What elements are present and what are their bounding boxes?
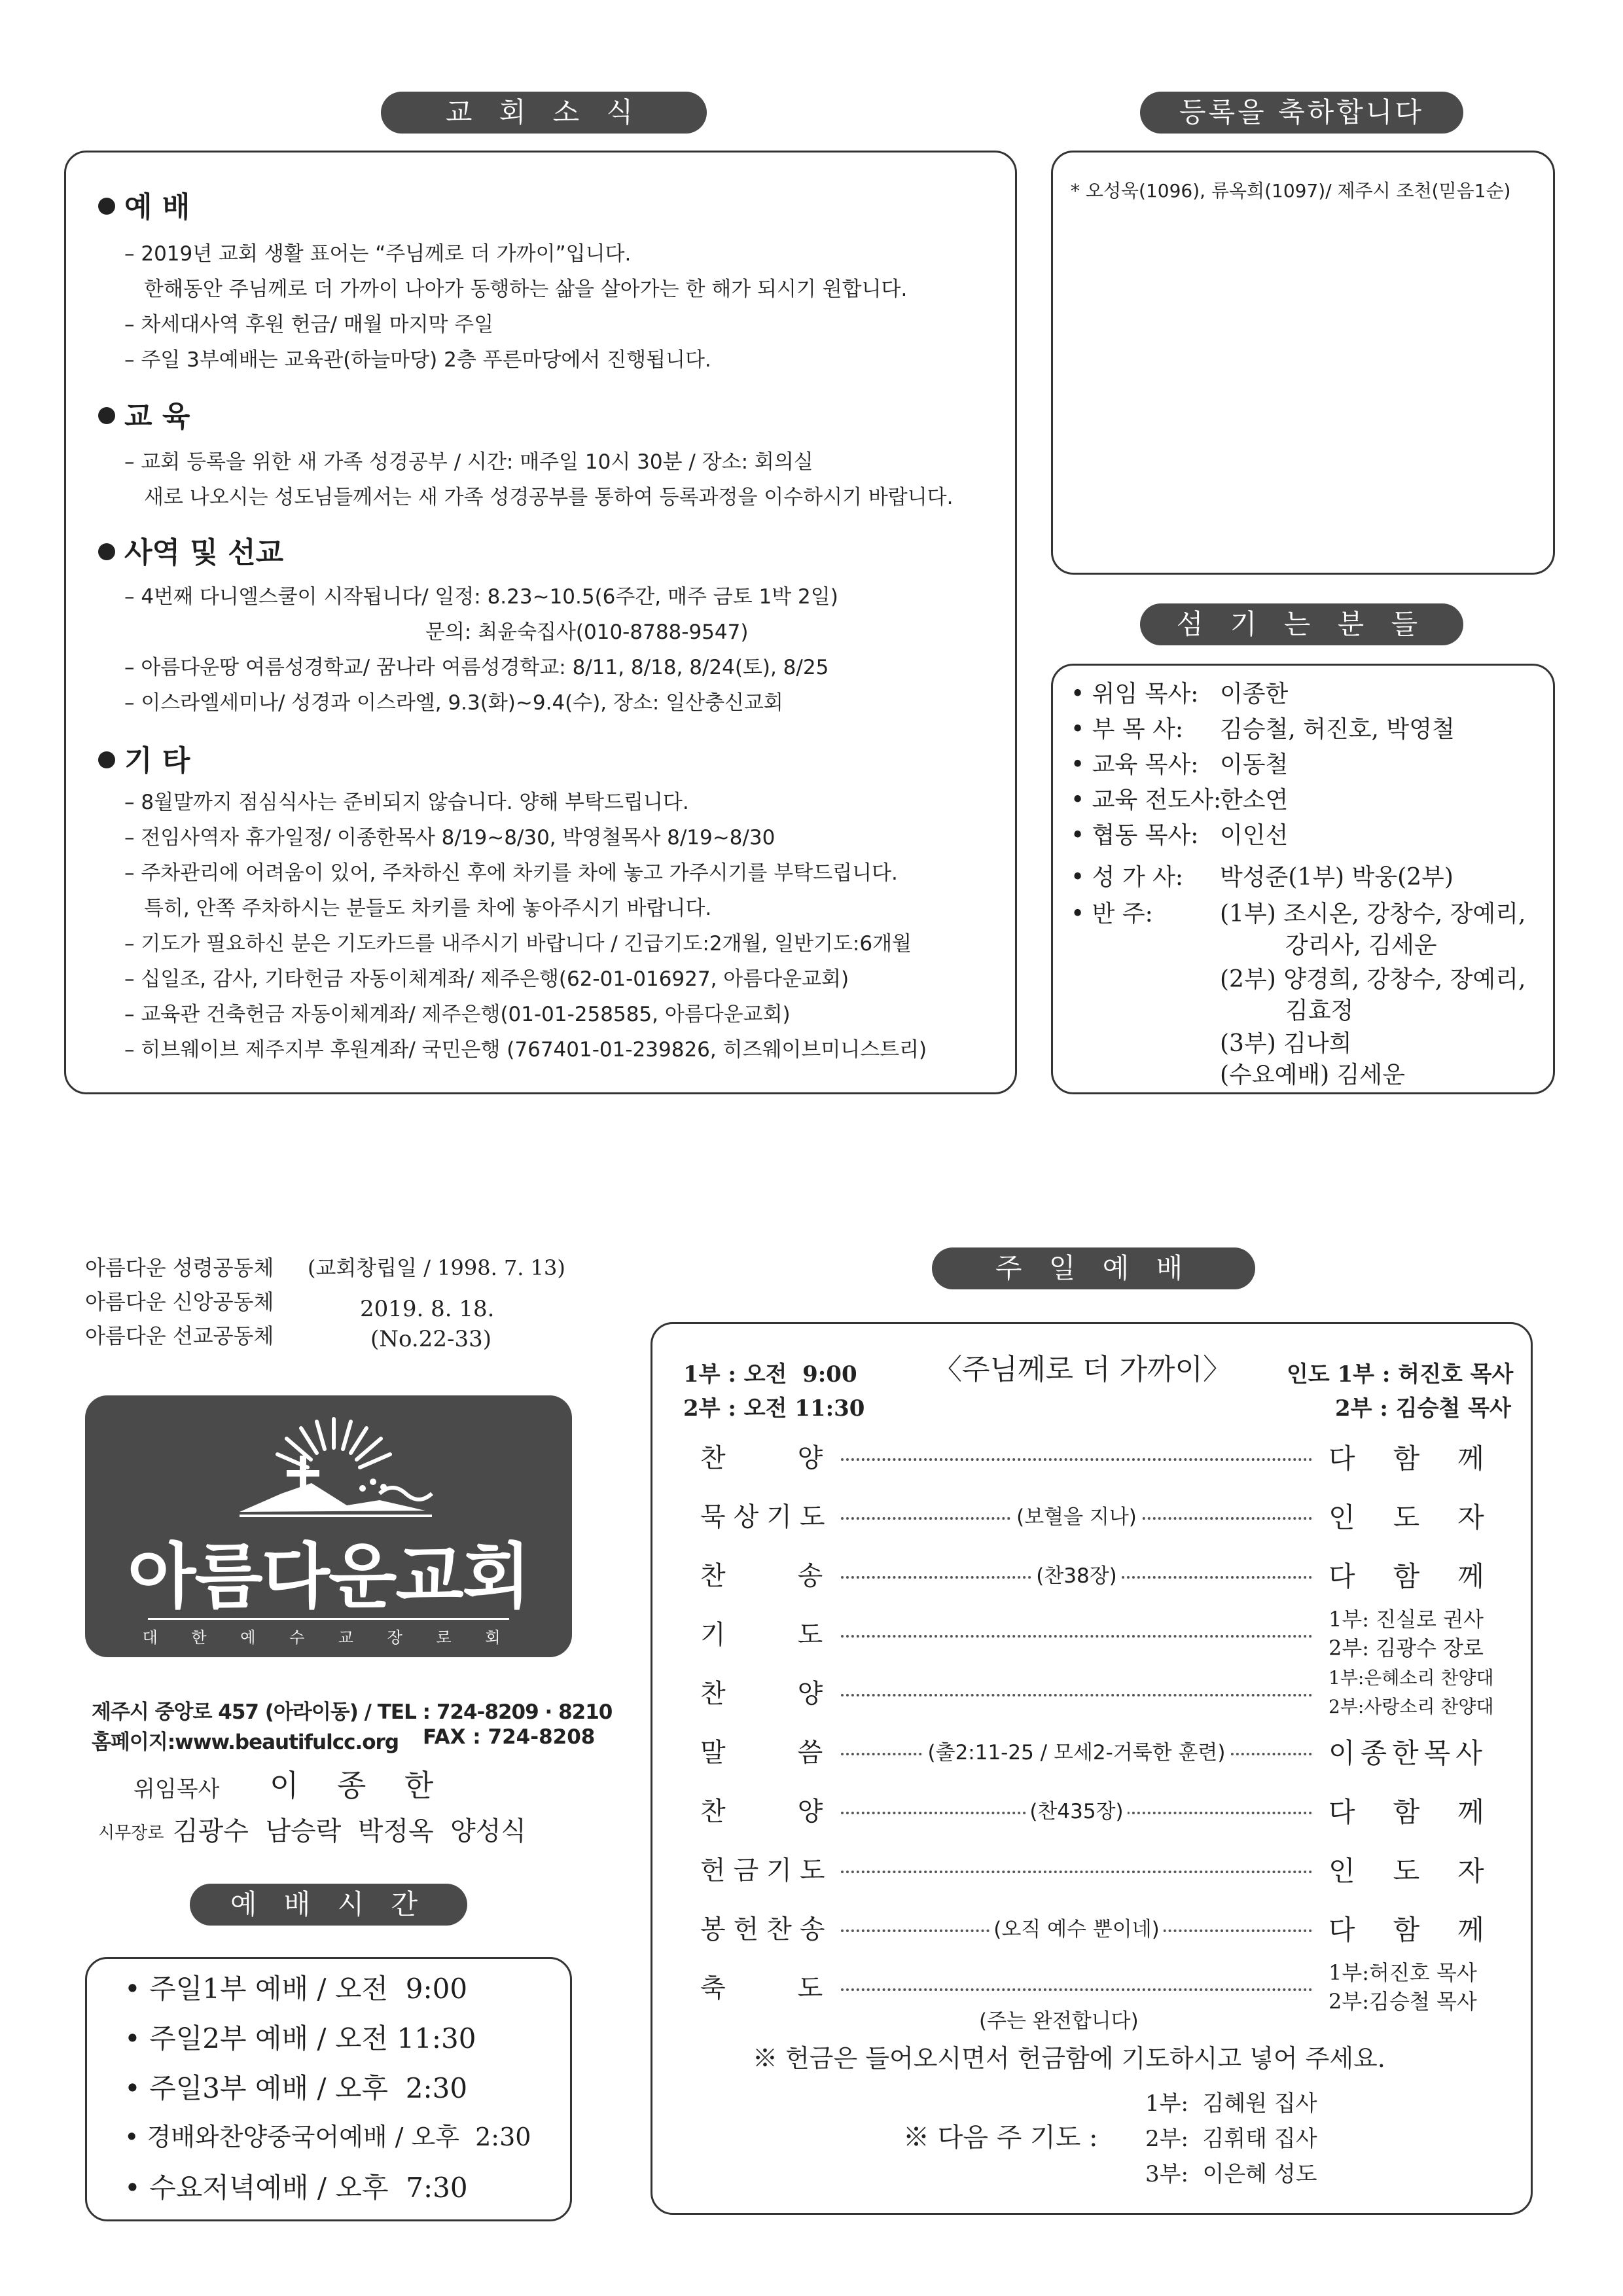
servant-role: • 부 목 사: (1071, 716, 1184, 743)
news-line: – 주일 3부예배는 교육관(하늘마당) 2층 푸른마당에서 진행됩니다. (124, 348, 711, 372)
order-leader: 인도자 (1329, 1855, 1522, 1887)
servant-names: 강리사, 김세운 (1285, 932, 1437, 959)
order-detail (841, 1500, 1312, 1530)
order-name: 헌금기도 (700, 1856, 833, 1886)
logo-church-name: 아름다운교회 (128, 1536, 529, 1618)
section-mission (98, 529, 283, 571)
sunday-pill: 주 일 예 배 (932, 1247, 1255, 1289)
news-line: 한해동안 주님께로 더 가까이 나아가 동행하는 삶을 살아가는 한 해가 되시기 원합니다. (144, 278, 908, 301)
sermon-theme: 〈주님께로 더 가까이〉 (933, 1353, 1232, 1386)
servant-names: (수요예배) 김세운 (1220, 1062, 1405, 1088)
worship-order-row (668, 1667, 1518, 1717)
news-line: 문의: 최윤숙집사(010-8788-9547) (425, 620, 749, 644)
service-time: • 주일2부 예배 / 오전 11:30 (124, 2022, 476, 2054)
registration-pill: 등록을 축하합니다 (1140, 92, 1463, 134)
closing-hymn: (주는 완전합니다) (979, 2009, 1139, 2033)
servants-pill: 섬 기 는 분 들 (1140, 603, 1463, 645)
dotted-leader (841, 1988, 1312, 1991)
offering-note: ※ 헌금은 들어오시면서 헌금함에 기도하시고 넣어 주세요. (753, 2044, 1385, 2073)
order-detail (841, 1912, 1312, 1942)
bullet-icon (98, 751, 115, 768)
news-line: 새로 나오시는 성도님들께서는 새 가족 성경공부를 통하여 등록과정을 이수하시기 바랍니다. (144, 486, 954, 509)
founded-date: (교회창립일 / 1998. 7. 13) (308, 1255, 565, 1280)
order-name: 찬양 (700, 1679, 895, 1709)
order-name: 찬양 (700, 1443, 895, 1473)
logo-denomination: 대 한 예 수 교 장 로 회 (142, 1628, 515, 1647)
servant-names: (1부) 조시온, 강창수, 장예리, (1220, 901, 1526, 927)
news-line: – 십일조, 감사, 기타헌금 자동이체계좌/ 제주은행(62-01-016927, 아름다운교회) (124, 967, 849, 991)
news-line: – 아름다운땅 여름성경학교/ 꿈나라 여름성경학교: 8/11, 8/18, 8/24(토), 8/25 (124, 656, 829, 679)
servant-role: • 교육 목사: (1071, 751, 1199, 778)
worship-order-row (668, 1732, 1518, 1771)
servant-names: 이인선 (1220, 822, 1289, 849)
order-leader-line: 2부:김승철 목사 (1329, 1989, 1477, 2014)
section-worship (98, 183, 190, 225)
next-prayer-name: 1부: 김혜원 집사 (1145, 2090, 1317, 2117)
order-detail-text: (찬435장) (1026, 1800, 1127, 1823)
servant-role: • 성 가 사: (1071, 864, 1184, 891)
dotted-leader (841, 1871, 1312, 1873)
section-title: 기 타 (124, 744, 190, 778)
service-2-time: 2부 : 오전 11:30 (683, 1395, 865, 1422)
church-address: 제주시 중앙로 457 (아라이동) / TEL : 724-8209 · 8210 (92, 1700, 613, 1724)
registration-text: * 오성욱(1096), 류옥희(1097)/ 제주시 조천(믿음1순) (1071, 180, 1511, 202)
servant-role: • 교육 전도사: (1071, 787, 1222, 814)
registration-box (1051, 151, 1555, 575)
issue-number: (No.22-33) (370, 1326, 491, 1352)
worship-order-row (668, 1607, 1518, 1660)
dotted-leader (841, 1694, 1312, 1696)
servant-names: 한소연 (1220, 787, 1289, 814)
next-prayer-name: 3부: 이은혜 성도 (1145, 2161, 1317, 2187)
news-line: – 교회 등록을 위한 새 가족 성경공부 / 시간: 매주일 10시 30분 / 장소: 회의실 (124, 450, 813, 474)
order-name: 기도 (700, 1620, 895, 1650)
news-pill: 교 회 소 식 (381, 92, 707, 134)
section-education (98, 393, 190, 435)
servant-names: 이종한 (1220, 681, 1289, 708)
order-leader: 이종한목사 (1329, 1737, 1488, 1769)
order-name: 찬송 (700, 1561, 895, 1591)
order-name: 축도 (700, 1973, 895, 2003)
service-time: • 주일1부 예배 / 오전 9:00 (124, 1973, 468, 2005)
order-name: 말씀 (700, 1738, 895, 1768)
news-line: – 히브웨이브 제주지부 후원계좌/ 국민은행 (767401-01-239826, 히즈웨이브미니스트리) (124, 1038, 927, 1062)
news-line: – 기도가 필요하신 분은 기도카드를 내주시기 바랍니다 / 긴급기도:2개월, 일반기도:6개월 (124, 932, 912, 956)
order-leader: 인도자 (1329, 1501, 1522, 1534)
logo-divider (148, 1618, 509, 1620)
order-name: 찬양 (700, 1797, 895, 1827)
community-name: 아름다운 성령공동체 (85, 1255, 274, 1280)
order-leader-line: 2부: 김광수 장로 (1329, 1636, 1484, 1660)
order-detail-text: (찬38장) (1032, 1564, 1121, 1588)
news-line: 특히, 안쪽 주차하시는 분들도 차키를 차에 놓아주시기 바랍니다. (144, 897, 712, 920)
times-pill: 예 배 시 간 (190, 1884, 467, 1926)
bullet-icon (98, 198, 115, 215)
church-logo (85, 1395, 572, 1657)
news-line: – 이스라엘세미나/ 성경과 이스라엘, 9.3(화)~9.4(수), 장소: 일산충신교회 (124, 691, 783, 715)
pastor-label: 위임목사 (134, 1776, 220, 1803)
section-title: 사역 및 선교 (124, 536, 284, 569)
news-line: – 4번째 다니엘스쿨이 시작됩니다/ 일정: 8.23~10.5(6주간, 매주 금토 1박 2일) (124, 585, 838, 609)
order-leader-line: 2부:사랑소리 찬양대 (1329, 1696, 1494, 1717)
order-leader (1329, 1664, 1494, 1721)
dotted-leader (841, 1458, 1312, 1461)
worship-order-row (668, 1850, 1522, 1889)
news-line: – 전임사역자 휴가일정/ 이종한목사 8/19~8/30, 박영철목사 8/19~8/30 (124, 826, 776, 850)
servant-names: 김효정 (1285, 997, 1354, 1024)
order-leader (1329, 1605, 1484, 1662)
servant-role: • 반 주: (1071, 901, 1153, 927)
order-leader-line: 1부:허진호 목사 (1329, 1960, 1477, 1985)
servant-names: 박성준(1부) 박웅(2부) (1220, 864, 1454, 891)
leader-2: 2부 : 김승철 목사 (1335, 1395, 1511, 1422)
order-detail-text: (출2:11-25 / 모세2-거룩한 훈련) (924, 1741, 1230, 1765)
order-leader-line: 1부:은혜소리 찬양대 (1329, 1667, 1494, 1689)
worship-order-row (668, 1437, 1522, 1477)
order-detail-text: (오직 예수 뿐이네) (990, 1918, 1164, 1941)
section-etc (98, 737, 190, 779)
news-line: – 8월말까지 점심식사는 준비되지 않습니다. 양해 부탁드립니다. (124, 791, 689, 814)
worship-order-row (668, 1496, 1522, 1535)
servant-names: (3부) 김나희 (1220, 1030, 1352, 1057)
issue-date: 2019. 8. 18. (360, 1296, 495, 1322)
dotted-leader (841, 1635, 1312, 1638)
pastor-name: 이 종 한 (270, 1768, 434, 1803)
worship-order-row (668, 1791, 1522, 1830)
servant-names: (2부) 양경희, 강창수, 장예리, (1220, 966, 1526, 993)
news-line: – 주차관리에 어려움이 있어, 주차하신 후에 차키를 차에 놓고 가주시기를 부탁드립니다. (124, 861, 898, 885)
servant-names: 김승철, 허진호, 박영철 (1220, 716, 1455, 743)
service-time: • 수요저녁예배 / 오후 7:30 (124, 2172, 468, 2204)
order-leader-line: 1부: 진실로 권사 (1329, 1607, 1484, 1632)
order-name: 봉헌찬송 (700, 1914, 833, 1945)
worship-order-row (668, 1909, 1522, 1948)
order-leader: 다함께 (1329, 1914, 1522, 1946)
elders-label: 시무장로 (98, 1823, 164, 1843)
news-line: – 2019년 교회 생활 표어는 “주님께로 더 가까이”입니다. (124, 242, 632, 266)
elders-names: 김광수 남승락 박정옥 양성식 (173, 1816, 526, 1846)
service-time: • 경배와찬양중국어예배 / 오후 2:30 (124, 2123, 531, 2151)
service-time: • 주일3부 예배 / 오후 2:30 (124, 2072, 468, 2104)
church-homepage: 홈페이지:www.beautifulcc.org (92, 1731, 399, 1754)
community-name: 아름다운 신앙공동체 (85, 1289, 274, 1314)
news-line: – 차세대사역 후원 헌금/ 매월 마지막 주일 (124, 313, 494, 336)
order-detail (841, 1795, 1312, 1824)
bullet-icon (98, 543, 115, 560)
section-title: 교 육 (124, 400, 190, 433)
next-prayer-name: 2부: 김휘태 집사 (1145, 2126, 1317, 2152)
bullet-icon (98, 407, 115, 424)
next-prayer-label: ※ 다음 주 기도 : (903, 2123, 1098, 2153)
order-leader: 다함께 (1329, 1560, 1522, 1592)
community-name: 아름다운 선교공동체 (85, 1323, 274, 1348)
servant-names: 이동철 (1220, 751, 1289, 778)
service-1-time: 1부 : 오전 9:00 (683, 1361, 857, 1388)
news-line: – 교육관 건축헌금 자동이체계좌/ 제주은행(01-01-258585, 아름다운교회) (124, 1003, 791, 1026)
section-title: 예 배 (124, 190, 190, 224)
church-fax: FAX : 724-8208 (423, 1725, 596, 1749)
order-leader: 다함께 (1329, 1796, 1522, 1828)
order-detail (841, 1559, 1312, 1588)
order-name: 묵상기도 (700, 1502, 833, 1532)
worship-order-row (668, 1555, 1522, 1594)
servant-role: • 위임 목사: (1071, 681, 1199, 708)
order-detail-text: (보혈을 지나) (1012, 1505, 1141, 1529)
worship-order-row (668, 1960, 1518, 2014)
order-leader (1329, 1958, 1477, 2016)
order-detail (841, 1736, 1312, 1765)
order-leader: 다함께 (1329, 1443, 1522, 1475)
leader-1: 인도 1부 : 허진호 목사 (1287, 1361, 1514, 1388)
servant-role: • 협동 목사: (1071, 822, 1199, 849)
cross-sunrise-logo-icon (85, 1395, 572, 1526)
